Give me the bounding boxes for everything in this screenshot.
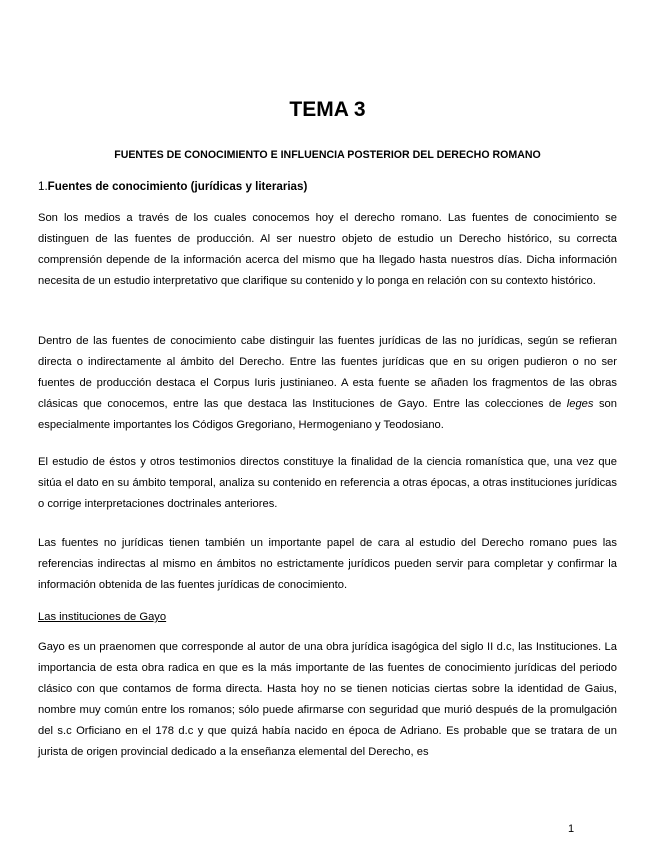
paragraph-4: Las fuentes no jurídicas tienen también un importante papel de cara al estudio del Derecho romano pues las referencias indirectas al mismo en ámbitos no estrictamente jurídicos pueden servir para completar y confirmar la información obtenida de las fuentes jurídicas de conocimiento. — [38, 537, 617, 591]
subsection-heading: Las instituciones de Gayo — [38, 611, 167, 623]
paragraph-5: Gayo es un praenomen que corresponde al autor de una obra jurídica isagógica del siglo II d.c, las Instituciones. La importancia de esta obra radica en que es la más importante de las fuentes de conocimiento jurídicas del periodo clásico con que contamos de forma directa. Hasta hoy no se tienen noticias ciertas sobre la identidad de Gaius, nombre muy común entre los romanos; sólo puede afirmarse con seguridad que murió después de la promulgación del s.c Orficiano en el 178 d.c y que quizá había nacido en época de Adriano. Es probable que se tratara de un jurista de origen provincial dedicado a la enseñanza elemental del Derecho, es — [38, 641, 617, 758]
paragraph-2 — [38, 331, 617, 436]
section-heading — [38, 180, 307, 193]
paragraph-3: El estudio de éstos y otros testimonios directos constituye la finalidad de la ciencia romanística que, una vez que sitúa el dato en su ámbito temporal, analiza su contenido en referencia a otras épocas, a otras instituciones jurídicas o corrige interpretaciones doctrinales anteriores. — [38, 456, 617, 510]
paragraph-1: Son los medios a través de los cuales conocemos hoy el derecho romano. Las fuentes de conocimiento se distinguen de las fuentes de producción. Al ser nuestro objeto de estudio un Derecho histórico, su correcta comprensión depende de la información acerca del mismo que ha llegado hasta nuestros días. Dicha información necesita de un estudio interpretativo que clarifique su contenido y lo ponga en relación con su contexto histórico. — [38, 212, 617, 287]
paragraph-2-text-a: Dentro de las fuentes de conocimiento cabe distinguir las fuentes jurídicas de las no jurídicas, según se refieran directa o indirectamente al ámbito del Derecho. Entre las fuentes jurídicas que en su origen pudieron o no ser fuentes de producción destaca el Corpus Iuris justinianeo. A esta fuente se añaden los fragmentos de las obras clásicas que conocemos, entre las que destaca las Instituciones de Gayo. Entre las colecciones de — [38, 335, 617, 410]
page-title: TEMA 3 — [289, 98, 366, 121]
section-number: 1. — [38, 180, 48, 193]
paragraph-2-text-b: son especialmente importantes los Códigos Gregoriano, Hermogeniano y Teodosiano. — [38, 398, 617, 431]
paragraph-2-italic: leges — [566, 398, 594, 410]
section-heading-text: Fuentes de conocimiento (jurídicas y literarias) — [47, 180, 308, 193]
page-number: 1 — [568, 823, 575, 835]
chapter-subtitle: FUENTES DE CONOCIMIENTO E INFLUENCIA POSTERIOR DEL DERECHO ROMANO — [114, 149, 541, 161]
